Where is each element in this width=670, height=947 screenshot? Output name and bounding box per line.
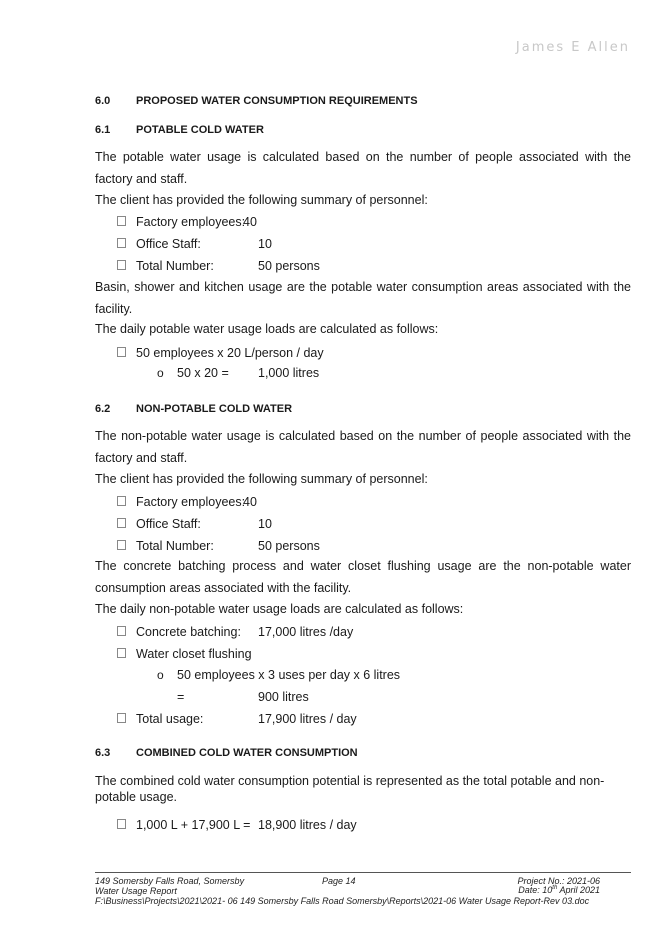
list-item [157,366,407,382]
bullet-icon [117,819,126,829]
list-label: Office Staff: [136,237,201,251]
list-item [117,539,417,555]
bullet-icon [117,216,126,226]
footer-date [518,885,600,895]
list-label: 50 employees x 20 L/person / day [136,346,324,360]
footer-divider [95,872,631,873]
list-label: Factory employees: [136,495,246,509]
bullet-icon [117,260,126,270]
bullet-icon [117,648,126,658]
section-title: PROPOSED WATER CONSUMPTION REQUIREMENTS [136,95,418,107]
list-item [117,818,437,834]
bullet-icon [117,626,126,636]
section-heading-6-2 [95,403,635,417]
footer-address: 149 Somersby Falls Road, Somersby [95,876,245,886]
footer-file-path: F:\Business\Projects\2021\2021- 06 149 Somersby Falls Road Somersby\Reports\2021-06 Water Usage Report-Rev 03.doc [95,896,590,906]
list-label: Total Number: [136,259,214,273]
section-number: 6.1 [95,124,111,136]
section-title: COMBINED COLD WATER CONSUMPTION [136,747,358,759]
list-item [117,346,417,362]
list-value: 18,900 litres / day [258,818,357,832]
list-value: 50 persons [258,539,320,553]
section-number: 6.2 [95,403,111,415]
footer-date-suffix: April 2021 [557,885,600,895]
list-label: Total usage: [136,712,204,726]
list-value: 10 [258,517,272,531]
paragraph: The client has provided the following summary of personnel: [95,472,428,486]
bullet-icon [117,347,126,357]
paragraph: The concrete batching process and water closet flushing usage are the non-potable water consumption areas associated with the facility. [95,559,631,595]
paragraph: The daily potable water usage loads are calculated as follows: [95,322,439,336]
section-heading-6-3 [95,747,635,761]
bullet-icon [117,713,126,723]
list-label: Factory employees: [136,215,246,229]
section-heading-6-0 [95,95,635,109]
list-value: 10 [258,237,272,251]
company-brand: James E Allen [515,40,630,55]
list-label: Office Staff: [136,517,201,531]
paragraph: The potable water usage is calculated based on the number of people associated with the factory and staff. [95,150,631,186]
list-label: 1,000 L + 17,900 L = [136,818,251,832]
paragraph: The client has provided the following summary of personnel: [95,193,428,207]
list-value: 50 persons [258,259,320,273]
circle-bullet-icon: o [157,366,164,380]
paragraph: The combined cold water consumption potential is represented as the total potable and non-potable usage. [95,774,605,804]
section-number: 6.3 [95,747,111,759]
list-item [117,517,417,533]
footer-doc-title: Water Usage Report [95,886,177,896]
list-item [157,668,457,684]
section-title: NON-POTABLE COLD WATER [136,403,293,415]
list-label: = [177,690,185,704]
list-item [117,712,417,728]
list-value: 17,900 litres / day [258,712,357,726]
paragraph: The daily non-potable water usage loads are calculated as follows: [95,602,464,616]
list-label: Water closet flushing [136,647,252,661]
list-label: Total Number: [136,539,214,553]
list-label: 50 x 20 = [177,366,229,380]
list-label: Concrete batching: [136,625,241,639]
bullet-icon [117,496,126,506]
section-heading-6-1 [95,124,635,138]
list-value: 17,000 litres /day [258,625,354,639]
list-item [117,237,417,253]
section-number: 6.0 [95,95,111,107]
list-item [117,259,417,275]
footer-date-prefix: Date: 10 [518,885,553,895]
list-item [157,690,407,706]
list-item [117,495,417,511]
section-title: POTABLE COLD WATER [136,124,264,136]
bullet-icon [117,540,126,550]
paragraph: Basin, shower and kitchen usage are the potable water consumption areas associated with the facility. [95,280,631,316]
footer-page-number: Page 14 [322,876,356,886]
paragraph: The non-potable water usage is calculated based on the number of people associated with the factory and staff. [95,429,631,465]
footer-date-suffix-sup: th [552,885,558,891]
circle-bullet-icon: o [157,668,164,682]
list-value: 40 [243,495,257,509]
list-label: 50 employees x 3 uses per day x 6 litres [177,668,401,682]
list-value: 40 [243,215,257,229]
bullet-icon [117,518,126,528]
list-value: 1,000 litres [258,366,320,380]
bullet-icon [117,238,126,248]
list-item [117,647,417,663]
list-value: 900 litres [258,690,309,704]
footer-project-number: Project No.: 2021-06 [517,876,600,886]
list-item [117,625,417,641]
list-item [117,215,417,231]
